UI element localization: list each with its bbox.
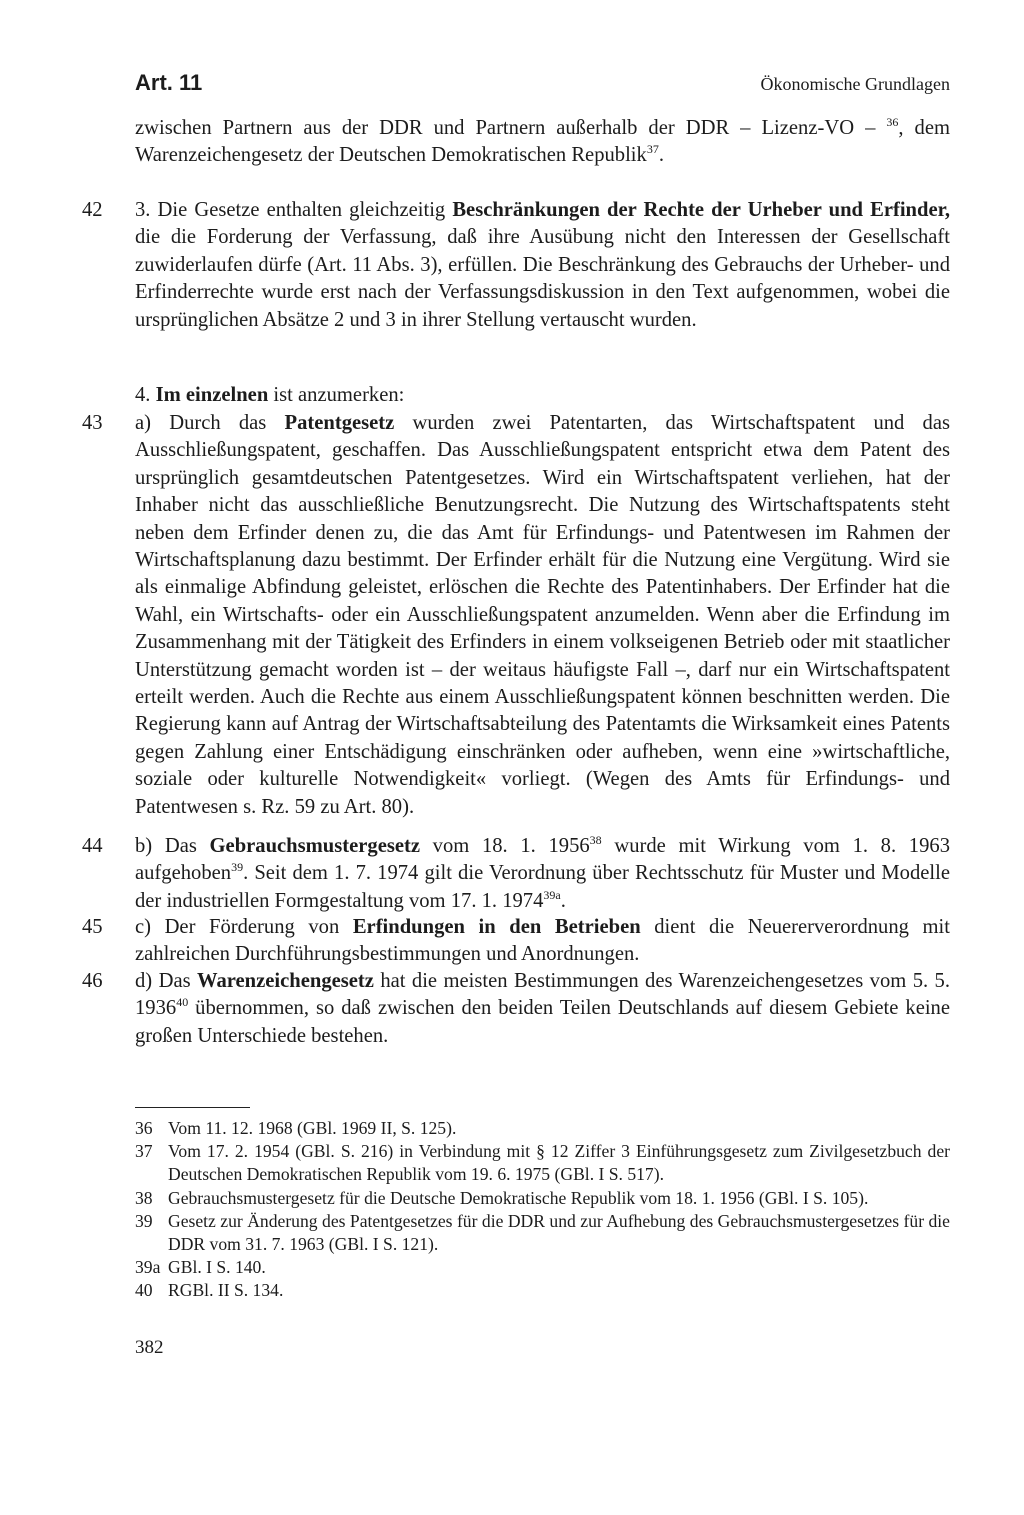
footnote-item <box>135 1210 950 1256</box>
footnote-item <box>135 1140 950 1186</box>
footnote-ref[interactable]: 38 <box>589 833 602 847</box>
text-span: . <box>560 889 566 912</box>
footnote-ref[interactable]: 36 <box>886 115 899 129</box>
footnote-ref[interactable]: 39 <box>231 860 244 875</box>
margin-number-43: 43 <box>82 412 103 434</box>
footnote-divider <box>135 1107 250 1108</box>
footnote-number: 38 <box>135 1187 153 1208</box>
running-head-article: Art. 11 <box>135 70 203 95</box>
footnote-number: 39a <box>135 1257 161 1278</box>
text-span: wurde mit Wirkung vom 1. 8. 1963 aufgehoben <box>135 835 950 885</box>
footnote-text: Gebrauchsmustergesetz für die Deutsche Demokratische Republik vom 18. 1. 1956 (GBl. I S. 105). <box>168 1187 869 1208</box>
continuation-paragraph <box>135 115 950 170</box>
bold-term: Im einzelnen <box>155 384 269 406</box>
footnote-item <box>135 1256 950 1279</box>
text-span: d) Das <box>135 970 198 992</box>
footnote-number: 40 <box>135 1280 153 1301</box>
running-head-section: Ökonomische Grundlagen <box>760 74 950 94</box>
footnote-item <box>135 1187 950 1210</box>
margin-number-46: 46 <box>82 970 103 992</box>
margin-number-44: 44 <box>82 835 103 857</box>
text-span: übernommen, so daß zwischen den beiden Teilen Deutschlands auf diesem Gebiete keine großen Unterschiede bestehen. <box>135 997 950 1047</box>
bold-term: Gebrauchsmustergesetz <box>209 835 420 857</box>
paragraph-43 <box>135 410 950 821</box>
text-span: ist anzumerken: <box>268 384 405 406</box>
paragraph-44 <box>135 833 950 915</box>
paragraph-46 <box>135 968 950 1050</box>
text-span: . Seit dem 1. 7. 1974 gilt die Verordnung über Rechtsschutz für Muster und Modelle der industriellen Formgestaltung vom 17. 1. 1974 <box>135 862 950 912</box>
section-intro <box>135 382 950 409</box>
text-span: . <box>658 144 664 167</box>
text-span: die die Forderung der Verfassung, daß ihre Ausübung nicht den Interessen der Gesellschaft zuwiderlaufen dürfe (Art. 11 Abs. 3), erfüllen. Die Beschränkung des Gebrauchs der Urheber- und Erfinderrechte wurde erst nach der Verfassungsdiskussion in den Text aufgenommen, wobei die ursprünglichen Absätze 2 und 3 in ihrer Stellung vertauscht wurden. <box>135 226 950 331</box>
text-span: c) Der Förderung von <box>135 916 353 938</box>
text-span: hat die meisten Bestimmungen des Warenzeichengesetzes vom 5. 5. 1936 <box>135 970 950 1020</box>
footnote-ref[interactable]: 37 <box>646 142 659 157</box>
bold-term: Beschränkungen der Rechte der Urheber und Erfinder, <box>452 199 950 221</box>
paragraph-42 <box>135 197 950 334</box>
footnote-text: Vom 17. 2. 1954 (GBl. S. 216) in Verbindung mit § 12 Ziffer 3 Einführungsgesetz zum Zivilgesetzbuch der Deutschen Demokratischen Republik vom 19. 6. 1975 (GBl. I S. 517). <box>168 1141 950 1185</box>
footnote-text: Gesetz zur Änderung des Patentgesetzes für die DDR und zur Aufhebung des Gebrauchsmustergesetzes für die DDR vom 31. 7. 1963 (GBl. I S. 121). <box>168 1210 950 1255</box>
text-span: dient die Neuererverordnung mit zahlreichen Durchführungsbestimmungen und Anordnungen. <box>135 916 950 966</box>
bold-term: Erfindungen in den Betrieben <box>352 916 641 938</box>
footnote-item <box>135 1279 950 1302</box>
text-span: vom 18. 1. 1956 <box>420 835 590 857</box>
text-span: zwischen Partnern aus der DDR und Partnern außerhalb der DDR – Lizenz-VO – <box>135 117 887 139</box>
bold-term: Patentgesetz <box>284 412 395 434</box>
footnote-number: 37 <box>135 1141 153 1162</box>
text-span: wurden zwei Patentarten, das Wirtschaftspatent und das Ausschließungspatent, geschaffen. Das Ausschließungspatent entspricht etwa dem Patent des ursprünglich gesamtdeutschen Patentgesetzes. Wird ein Wirtschaftspatent verliehen, hat der Inhaber nicht das ausschließliche Benutzungsrecht. Die Nutzung des Wirtschaftspatents steht neben dem Erfinder denen zu, die das Amt für Erfindungs- und Patentwesen im Rahmen der Wirtschaftsplanung dazu bestimmt. Der Erfinder erhält für die Nutzung eine Vergütung. Wird sie als einmalige Abfindung geleistet, erlöschen die Rechte des Patentinhabers. Der Erfinder hat die Wahl, ein Wirtschafts- oder ein Ausschließungspatent anzumelden. Wenn aber die Erfindung im Zusammenhang mit der Tätigkeit des Erfinders in einem volkseigenen Betrieb oder mit staatlicher Unterstützung gemacht worden ist – der weitaus häufigste Fall –, darf nur ein Wirtschaftspatent erteilt werden. Auch die Rechte aus einem Ausschließungspatent können beschnitten werden. Die Regierung kann auf Antrag der Wirtschaftsabteilung des Patentamts die Wirksamkeit eines Patents gegen Zahlung einer Entschädigung einschränken oder aufheben, wenn eine »wirtschaftliche, soziale oder kulturelle Notwendigkeit« vorliegt. (Wegen des Amts für Erfindungs- und Patentwesen s. Rz. 59 zu Art. 80). <box>135 412 950 818</box>
text-span: a) Durch das <box>135 412 285 434</box>
footnote-ref[interactable]: 40 <box>176 995 189 1010</box>
footnote-text: GBl. I S. 140. <box>168 1257 266 1278</box>
text-span: b) Das <box>135 835 210 857</box>
margin-number-42: 42 <box>82 199 103 221</box>
footnote-item <box>135 1117 950 1140</box>
footnotes <box>135 1117 950 1303</box>
footnote-number: 36 <box>135 1118 153 1138</box>
paragraph-45 <box>135 914 950 969</box>
footnote-text: RGBl. II S. 134. <box>168 1280 284 1301</box>
footnote-number: 39 <box>135 1210 153 1231</box>
bold-term: Warenzeichengesetz <box>197 970 374 992</box>
margin-number-45: 45 <box>82 916 103 938</box>
text-span: , dem Warenzeichengesetz der Deutschen Demokratischen Republik <box>135 117 950 167</box>
footnote-ref[interactable]: 39a <box>543 887 561 902</box>
text-span: 4. <box>135 384 156 406</box>
page-number: 382 <box>135 1337 164 1358</box>
text-span: 3. Die Gesetze enthalten gleichzeitig <box>135 199 453 221</box>
footnote-text: Vom 11. 12. 1968 (GBl. 1969 II, S. 125). <box>168 1118 457 1138</box>
